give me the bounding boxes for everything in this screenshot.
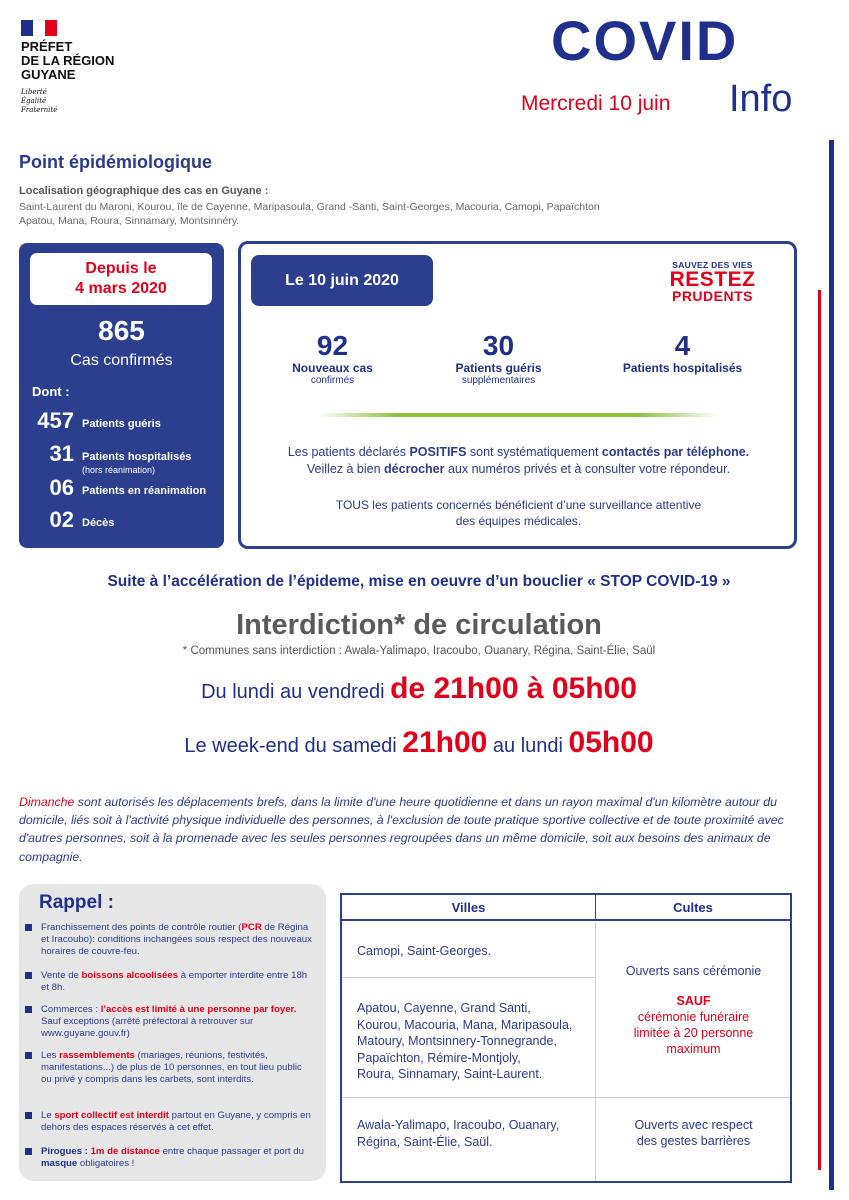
total-cases-label: Cas confirmés — [70, 352, 173, 369]
square-bullet-icon — [25, 1052, 32, 1059]
message-positifs: Les patients déclarés POSITIFS sont systématiquement contactés par téléphone. Veillez à bien décrocher aux numéros privés et à consulter votre répondeur. — [287, 445, 750, 476]
column-divider — [595, 923, 596, 1181]
weekday-hours: Du lundi au vendredi de 21h00 à 05h00 — [201, 672, 637, 705]
info-word: Info — [729, 78, 793, 120]
header-cultes: Cultes — [596, 895, 790, 921]
cultes-cell-2: Ouverts avec respect des gestes barrières — [634, 1118, 753, 1148]
rappel-item: Pirogues : 1m de distance entre chaque passager et port du masque obligatoires ! — [25, 1146, 315, 1170]
row-divider — [342, 1097, 790, 1098]
dont-label: Dont : — [32, 384, 70, 399]
hosp-count: 31 — [49, 441, 74, 466]
deces-label: Décès — [82, 517, 115, 529]
cultes-cell-1: Ouverts sans cérémonie SAUF cérémonie funéraire limitée à 20 personne maximum — [625, 964, 762, 1056]
rappel-title: Rappel : — [39, 892, 114, 913]
dimanche-paragraph: Dimanche sont autorisés les déplacements brefs, dans la limite d'une heure quotidienne et dans un rayon maximal d'un kilomètre autour du domicile, liés soit à l'activité physique individuelle des personnes, à l'exclusion de toute pratique sportive collective et de toute proximité avec d'autres personnes, soit à la promenade avec les seules personnes regroupées dans un même domicile, soit aux besoins des animaux de compagnie. — [19, 795, 784, 864]
rea-count: 06 — [49, 475, 74, 500]
cultes-table — [340, 893, 792, 1183]
rappel-item: Franchissement des points de contrôle routier (PCR de Régina et Iracoubo): conditions inchangées sous respect des nouveaux horaires de couvre-feu. — [25, 922, 315, 958]
square-bullet-icon — [25, 972, 32, 979]
square-bullet-icon — [25, 1006, 32, 1013]
hosp-sub: (hors réanimation) — [82, 465, 156, 475]
stat-new-cases: 92 Nouveaux cas confirmés — [292, 330, 373, 386]
green-divider — [318, 413, 718, 417]
devise: Liberté Égalité Fraternité — [21, 88, 58, 114]
row-villes-2: Apatou, Cayenne, Grand Santi, Kourou, Macouria, Mana, Maripasoula, Matoury, Montsinnery-Tonnegrande, Papaïchton, Rémire-Montjoly, Roura, Sinnamary, Saint-Laurent. — [357, 1001, 573, 1081]
section-title: Point épidémiologique — [19, 152, 212, 172]
rappel-item: Les rassemblements (mariages, réunions, festivités, manifestations...) de plus de 10 personnes, en tout lieu public ou privé y compris dans les carbets, sont interdits. — [25, 1050, 315, 1086]
gueris-label: Patients guéris — [82, 418, 161, 430]
square-bullet-icon — [25, 924, 32, 931]
square-bullet-icon — [25, 1148, 32, 1155]
location-title: Localisation géographique des cas en Guyane : — [19, 185, 269, 197]
row-divider — [342, 977, 595, 978]
acceleration-title: Suite à l’accélération de l’épideme, mise en oeuvre d’un bouclier « STOP COVID-19 » — [107, 573, 731, 590]
weekend-hours: Le week-end du samedi 21h00 au lundi 05h00 — [184, 726, 654, 759]
stat-gueris: 30 Patients guéris supplémentaires — [455, 330, 542, 386]
location-text: Saint-Laurent du Maroni, Kourou, île de Cayenne, Maripasoula, Grand -Santi, Saint-Georges, Macouria, Camopi, Papaïchton Apatou, Mana, Roura, Sinnamary, Montsinnéry. — [19, 201, 600, 227]
communes-note: * Communes sans interdiction : Awala-Yalimapo, Iracoubo, Ouanary, Régina, Saint-Élie, Saül — [182, 645, 656, 657]
stat-hosp: 4 Patients hospitalisés — [622, 330, 743, 375]
total-cases: 865 — [98, 315, 145, 346]
marianne-flag-icon — [21, 20, 57, 36]
covid-title: COVID — [551, 9, 739, 72]
header-divider — [595, 895, 596, 921]
info-date: Mercredi 10 juin — [521, 92, 671, 115]
row-villes-3: Awala-Yalimapo, Iracoubo, Ouanary, Régina, Saint-Élie, Saül. — [357, 1118, 560, 1149]
rea-label: Patients en réanimation — [82, 485, 207, 497]
hosp-label: Patients hospitalisés — [82, 451, 192, 463]
square-bullet-icon — [25, 1112, 32, 1119]
row-villes-1: Camopi, Saint-Georges. — [357, 944, 492, 958]
interdiction-title: Interdiction* de circulation — [236, 609, 602, 641]
prefet-logo-text: PRÉFET DE LA RÉGION GUYANE — [21, 39, 115, 82]
rappel-item: Le sport collectif est interdit partout en Guyane, y compris en dehors des espaces réservés à cet effet. — [25, 1110, 315, 1134]
slogan: SAUVEZ DES VIES RESTEZ PRUDENTS — [669, 260, 756, 304]
daily-date: Le 10 juin 2020 — [251, 255, 433, 306]
header-villes: Villes — [342, 895, 595, 921]
since-box: Depuis le 4 mars 2020 — [30, 253, 212, 305]
rappel-item: Commerces : l’accès est limité à une personne par foyer. Sauf exceptions (arrêté préfectoral à retrouver sur www.guyane.gouv.fr) — [25, 1004, 315, 1040]
deces-count: 02 — [49, 507, 74, 532]
gueris-count: 457 — [37, 408, 74, 433]
stripe-blue — [829, 140, 834, 1190]
rappel-item: Vente de boissons alcoolisées à emporter interdite entre 18h et 8h. — [25, 970, 315, 994]
message-surveillance: TOUS les patients concernés bénéficient d’une surveillance attentive des équipes médicales. — [335, 498, 702, 528]
